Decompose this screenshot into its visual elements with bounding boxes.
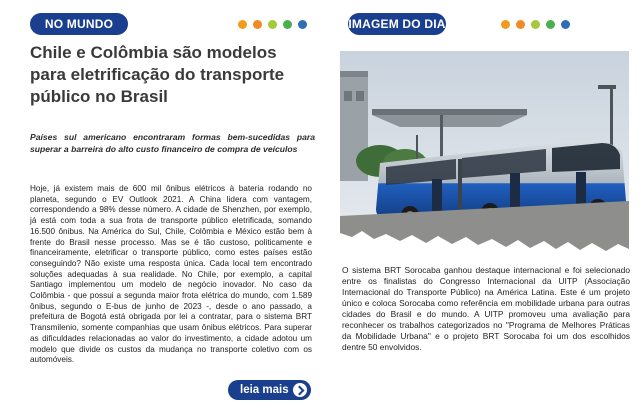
read-more-button[interactable] — [228, 380, 311, 400]
image-caption: O sistema BRT Sorocaba ganhou destaque internacional e foi selecionado entre os finalistas do Congresso Internacional da UITP (Associação Internacional do Transporte Público) na América Latina. Este é um projeto único e coloca Sorocaba como referência em mobilidade urbana para outras cidades do Brasil e do mundo. A UITP promoveu uma avaliação para reconhecer os trabalhos categorizados no "Programa de Melhores Práticas da Mobilidade Urbana" e o projeto BRT Sorocaba foi um dos escolhidos dentre 50 envolvidos. — [342, 265, 630, 352]
section-label-no-mundo: NO MUNDO — [30, 13, 128, 35]
article-subhead: Países sul americano encontraram formas bem-sucedidas para superar a barreira do alto custo financeiro de compra de veículos — [30, 132, 315, 154]
dot-orange — [238, 20, 247, 29]
decorative-dots-right — [501, 20, 570, 29]
dot-orange — [501, 20, 510, 29]
image-of-the-day-column — [322, 0, 641, 411]
dot-blue — [561, 20, 570, 29]
dot-green — [546, 20, 555, 29]
article-headline: Chile e Colômbia são modelos para eletrificação do transporte público no Brasil — [30, 43, 285, 106]
dot-blue — [298, 20, 307, 29]
dot-orange-dark — [253, 20, 262, 29]
decorative-dots — [238, 20, 307, 29]
dot-lime — [531, 20, 540, 29]
chevron-right-icon — [293, 383, 307, 397]
section-label-imagem-do-dia: IMAGEM DO DIA — [348, 13, 446, 35]
dot-lime — [268, 20, 277, 29]
read-more-label: leia mais — [240, 384, 289, 396]
dot-orange-dark — [516, 20, 525, 29]
bus-photo-illustration — [340, 51, 629, 256]
brt-bus-photo — [340, 51, 629, 256]
article-body: Hoje, já existem mais de 600 mil ônibus elétricos à bateria rodando no planeta, segundo o EV Outlook 2021. A China lidera com vantagem, correspondendo a 98% desse número. A cidade de Shenzhen, por exemplo, já está com toda a sua frota de transporte público eletrificada, somando 16.500 ônibus. Na América do Sul, Chile, Colômbia e México estão bem à frente do Brasil nesse processo. Mas se é tão custoso, politicamente e financeiramente, eletrificar o transporte público, como estes países estão conseguindo? Não existe uma resposta única. Cada local tem encontrado soluções adequadas à sua realidade. No Chile, por exemplo, a capital Santiago implementou um modelo de negócio inovador. No caso da Colômbia - que possui a segunda maior frota elétrica do mundo, com 1.589 ônibus, segundo o E-bus de junho de 2023 -, desde o ano passado, a prefeitura de Bogotá está obrigada por lei a contratar, para o sistema BRT Transmilenio, somente companhias que usam ônibus elétricos. Para superar as dificuldades relacionadas ao valor do investimento, a cidade adotou um modelo que divide os custos da mudança no transporte coletivo com os automóveis. — [30, 184, 312, 365]
dot-green — [283, 20, 292, 29]
